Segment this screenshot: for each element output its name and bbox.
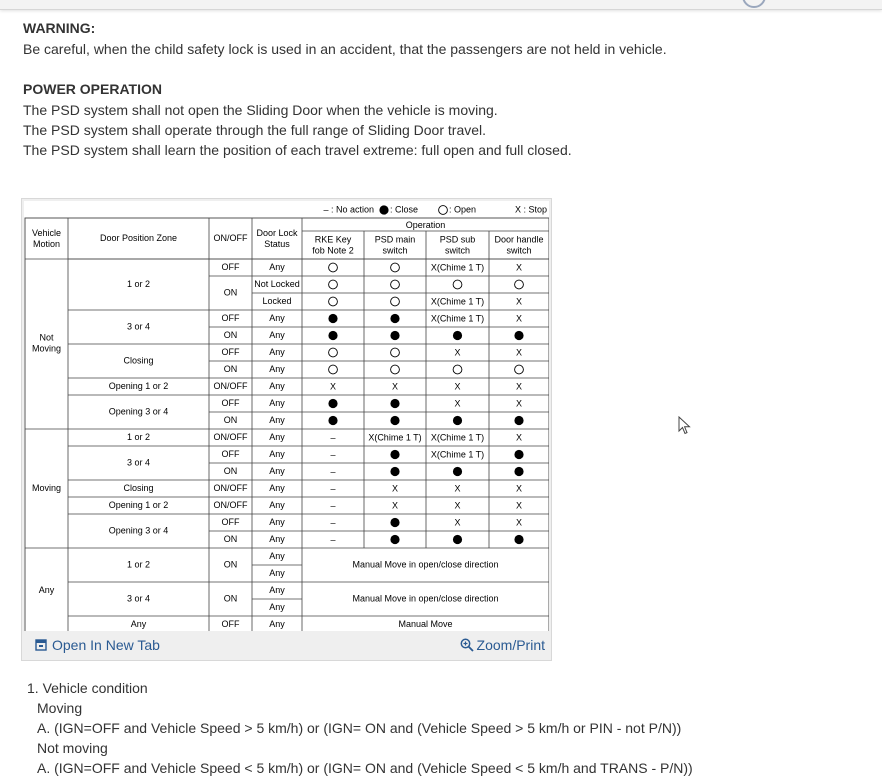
door-lock-status: Any xyxy=(269,465,285,476)
operation-psd-main-switch xyxy=(390,331,399,340)
operation-rke-key-fob: – xyxy=(330,517,336,528)
header-on-off: ON/OFF xyxy=(213,232,248,243)
mouse-cursor-icon xyxy=(678,416,692,436)
operation-psd-main-switch: X xyxy=(391,500,399,511)
operation-psd-sub-switch xyxy=(453,365,462,374)
warning-text: Be careful, when the child safety lock is used in an accident, that the passengers are not held in vehicle. xyxy=(23,41,667,57)
on-off-value: OFF xyxy=(221,312,240,323)
operation-psd-sub-switch: X xyxy=(454,500,461,511)
operation-psd-main-switch xyxy=(390,416,399,425)
operation-rke-key-fob xyxy=(328,399,337,408)
operation-door-handle-switch xyxy=(515,280,524,289)
legend-no-action: – : No action xyxy=(323,204,374,215)
door-lock-status: Any xyxy=(269,567,285,578)
top-toolbar xyxy=(0,0,882,10)
manual-move-label: Manual Move in open/close direction xyxy=(352,593,499,604)
operation-psd-sub-switch xyxy=(453,535,462,544)
operation-rke-key-fob xyxy=(328,331,337,340)
operation-rke-key-fob: – xyxy=(330,432,336,443)
door-lock-status: Any xyxy=(269,414,285,425)
open-in-new-tab-link[interactable] xyxy=(35,637,160,653)
on-off-value: ON/OFF xyxy=(213,482,248,493)
not-moving-label: Not moving xyxy=(37,740,108,756)
door-lock-status: Any xyxy=(269,312,285,323)
vehicle-condition-title: 1. Vehicle condition xyxy=(27,680,148,696)
operation-door-handle-switch: X xyxy=(515,398,523,409)
on-off-value: ON xyxy=(223,287,238,298)
operation-psd-sub-switch: X xyxy=(454,398,461,409)
door-lock-status: Any xyxy=(269,550,285,561)
header-vehicle: Vehicle xyxy=(31,227,62,238)
operation-psd-sub-switch: X xyxy=(454,381,461,392)
vehicle-motion-label: Moving xyxy=(31,343,62,354)
legend-open: : Open xyxy=(449,204,477,215)
operation-door-handle-switch: X xyxy=(515,313,523,324)
zoom-icon xyxy=(460,638,474,652)
operation-door-handle-switch xyxy=(514,331,523,340)
operation-psd-main-switch xyxy=(391,263,400,272)
door-position-zone: Closing xyxy=(123,482,154,493)
open-in-new-tab-label: Open In New Tab xyxy=(52,637,160,653)
door-lock-status: Not Locked xyxy=(254,278,300,289)
operation-door-handle-switch xyxy=(514,467,523,476)
header-rke-key-fob-line2: fob Note 2 xyxy=(312,245,354,256)
legend-open-symbol xyxy=(439,206,448,215)
figure-panel xyxy=(21,198,552,661)
on-off-value: ON xyxy=(223,593,238,604)
header-operation: Operation xyxy=(405,219,446,230)
header-door-lock: Door Lock xyxy=(256,227,298,238)
door-lock-status: Any xyxy=(269,329,285,340)
operation-door-handle-switch xyxy=(514,535,523,544)
legend-stop: X : Stop xyxy=(514,204,547,215)
operation-psd-main-switch: X(Chime 1 T) xyxy=(368,432,422,443)
on-off-value: ON xyxy=(223,533,238,544)
power-operation-heading: POWER OPERATION xyxy=(23,81,162,97)
door-lock-status: Any xyxy=(269,363,285,374)
operation-psd-main-switch xyxy=(391,280,400,289)
operation-psd-main-switch: X xyxy=(391,381,399,392)
on-off-value: OFF xyxy=(221,397,240,408)
header-door-handle-switch-line2: switch xyxy=(506,245,532,256)
operation-door-handle-switch: X xyxy=(515,483,523,494)
door-lock-status: Any xyxy=(269,380,285,391)
operation-rke-key-fob xyxy=(329,365,338,374)
operation-psd-main-switch xyxy=(390,314,399,323)
operation-rke-key-fob xyxy=(329,280,338,289)
door-position-zone: Closing xyxy=(123,355,154,366)
operation-psd-sub-switch: X(Chime 1 T) xyxy=(430,262,485,273)
on-off-value: OFF xyxy=(221,346,240,357)
on-off-value: ON xyxy=(223,329,238,340)
vehicle-motion-label: Not xyxy=(39,332,54,343)
manual-move-label: Manual Move xyxy=(398,618,453,629)
header-motion: Motion xyxy=(32,238,61,249)
new-tab-icon xyxy=(35,639,47,651)
user-icon[interactable] xyxy=(742,0,766,8)
psd-operation-table xyxy=(24,201,549,631)
operation-door-handle-switch: X xyxy=(515,347,523,358)
header-psd-sub-switch-line1: PSD sub xyxy=(439,234,476,245)
moving-label: Moving xyxy=(37,700,83,716)
operation-door-handle-switch: X xyxy=(515,381,523,392)
door-lock-status: Any xyxy=(269,499,285,510)
operation-door-handle-switch: X xyxy=(515,262,523,273)
header-door-handle-switch-line1: Door handle xyxy=(494,234,544,245)
door-position-zone: Opening 3 or 4 xyxy=(108,406,169,417)
vehicle-motion-label: Moving xyxy=(31,482,62,493)
header-psd-sub-switch-line2: switch xyxy=(444,245,471,256)
operation-rke-key-fob xyxy=(328,314,337,323)
on-off-value: ON xyxy=(223,559,238,570)
header-status: Status xyxy=(264,238,290,249)
door-position-zone: Opening 1 or 2 xyxy=(108,499,169,510)
operation-door-handle-switch: X xyxy=(515,517,523,528)
door-lock-status: Any xyxy=(269,397,285,408)
door-position-zone: 3 or 4 xyxy=(126,457,151,468)
door-lock-status: Any xyxy=(269,584,285,595)
operation-psd-sub-switch xyxy=(453,416,462,425)
door-lock-status: Any xyxy=(269,482,285,493)
operation-psd-main-switch: X xyxy=(391,483,399,494)
operation-door-handle-switch xyxy=(514,416,523,425)
operation-psd-sub-switch xyxy=(453,331,462,340)
operation-rke-key-fob: – xyxy=(330,534,336,545)
operation-psd-sub-switch xyxy=(453,280,462,289)
door-position-zone: 1 or 2 xyxy=(126,278,151,289)
on-off-value: ON/OFF xyxy=(213,380,248,391)
operation-rke-key-fob: X xyxy=(329,381,337,392)
on-off-value: ON/OFF xyxy=(213,431,248,442)
on-off-value: OFF xyxy=(221,618,240,629)
legend-close: : Close xyxy=(390,204,419,215)
header-psd-main-switch-line2: switch xyxy=(382,245,408,256)
operation-psd-sub-switch: X xyxy=(454,517,461,528)
warning-heading: WARNING: xyxy=(23,20,96,36)
moving-condition: A. (IGN=OFF and Vehicle Speed > 5 km/h) or (IGN= ON and (Vehicle Speed > 5 km/h or PIN - not P/N)) xyxy=(37,720,682,736)
operation-psd-main-switch xyxy=(390,450,399,459)
psd-operation-table-image xyxy=(24,201,549,631)
operation-rke-key-fob xyxy=(328,416,337,425)
power-line-3: The PSD system shall learn the position of each travel extreme: full open and full closed. xyxy=(23,142,572,158)
legend-close-symbol xyxy=(379,205,388,214)
operation-rke-key-fob xyxy=(329,348,338,357)
door-position-zone: 3 or 4 xyxy=(126,321,151,332)
operation-psd-main-switch xyxy=(390,535,399,544)
door-lock-status: Any xyxy=(269,448,285,459)
door-lock-status: Any xyxy=(269,261,285,272)
zoom-print-label: Zoom/Print xyxy=(476,637,545,653)
on-off-value: ON xyxy=(223,465,238,476)
operation-psd-main-switch xyxy=(390,399,399,408)
door-lock-status: Any xyxy=(269,618,285,629)
operation-rke-key-fob: – xyxy=(330,449,336,460)
operation-psd-sub-switch: X(Chime 1 T) xyxy=(430,313,485,324)
operation-door-handle-switch xyxy=(514,450,523,459)
operation-rke-key-fob: – xyxy=(330,500,336,511)
on-off-value: ON xyxy=(223,414,238,425)
door-position-zone: 3 or 4 xyxy=(126,593,151,604)
door-lock-status: Any xyxy=(269,516,285,527)
door-lock-status: Any xyxy=(269,533,285,544)
door-lock-status: Any xyxy=(269,431,285,442)
zoom-print-link[interactable] xyxy=(460,637,545,653)
header-psd-main-switch-line1: PSD main xyxy=(374,234,416,245)
operation-door-handle-switch: X xyxy=(515,500,523,511)
not-moving-condition: A. (IGN=OFF and Vehicle Speed < 5 km/h) or (IGN= ON and (Vehicle Speed < 5 km/h and TRANS - P/N)) xyxy=(37,760,693,776)
operation-door-handle-switch: X xyxy=(515,432,523,443)
on-off-value: OFF xyxy=(221,261,240,272)
operation-psd-sub-switch xyxy=(453,467,462,476)
door-position-zone: 1 or 2 xyxy=(126,431,151,442)
operation-rke-key-fob xyxy=(329,263,338,272)
operation-psd-main-switch xyxy=(391,348,400,357)
door-position-zone: Opening 3 or 4 xyxy=(108,525,169,536)
operation-psd-sub-switch: X(Chime 1 T) xyxy=(430,449,485,460)
operation-psd-sub-switch: X(Chime 1 T) xyxy=(430,432,485,443)
power-line-1: The PSD system shall not open the Sliding Door when the vehicle is moving. xyxy=(23,102,498,118)
operation-psd-sub-switch: X(Chime 1 T) xyxy=(430,296,485,307)
operation-rke-key-fob xyxy=(329,297,338,306)
power-line-2: The PSD system shall operate through the full range of Sliding Door travel. xyxy=(23,122,487,138)
on-off-value: OFF xyxy=(221,448,240,459)
vehicle-motion-label: Any xyxy=(38,584,55,595)
operation-psd-main-switch xyxy=(391,297,400,306)
operation-rke-key-fob: – xyxy=(330,483,336,494)
operation-psd-sub-switch: X xyxy=(454,483,461,494)
door-lock-status: Any xyxy=(269,346,285,357)
door-lock-status: Any xyxy=(269,601,285,612)
header-rke-key-fob-line1: RKE Key xyxy=(314,234,352,245)
on-off-value: ON/OFF xyxy=(213,499,248,510)
operation-psd-main-switch xyxy=(390,518,399,527)
door-position-zone: Any xyxy=(130,618,147,629)
door-lock-status: Locked xyxy=(262,295,292,306)
operation-psd-main-switch xyxy=(390,467,399,476)
operation-door-handle-switch: X xyxy=(515,296,523,307)
operation-psd-main-switch xyxy=(391,365,400,374)
operation-psd-sub-switch: X xyxy=(454,347,461,358)
manual-move-label: Manual Move in open/close direction xyxy=(352,559,499,570)
operation-door-handle-switch xyxy=(515,365,524,374)
header-door-position-zone: Door Position Zone xyxy=(99,232,178,243)
on-off-value: ON xyxy=(223,363,238,374)
door-position-zone: 1 or 2 xyxy=(126,559,151,570)
operation-rke-key-fob: – xyxy=(330,466,336,477)
door-position-zone: Opening 1 or 2 xyxy=(108,380,169,391)
on-off-value: OFF xyxy=(221,516,240,527)
